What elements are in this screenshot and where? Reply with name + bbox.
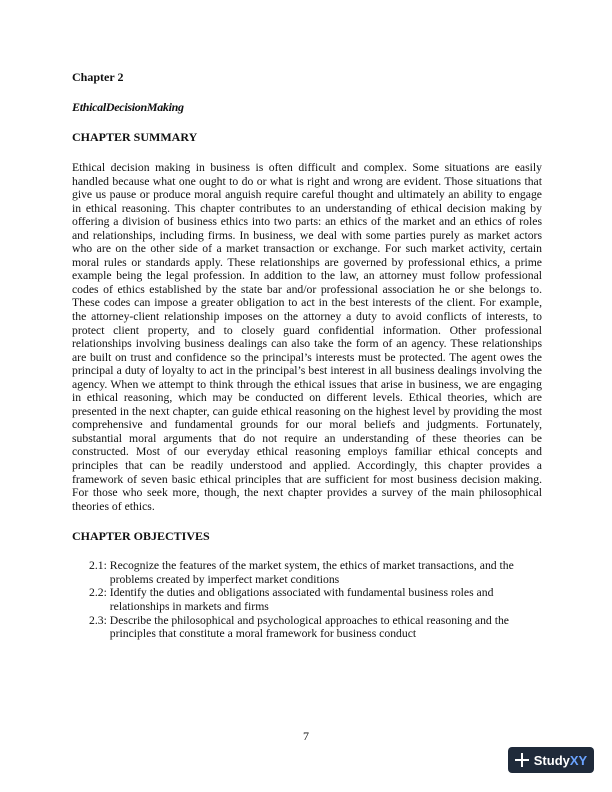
- summary-heading: CHAPTER SUMMARY: [72, 130, 198, 144]
- chapter-label: Chapter 2: [72, 70, 124, 84]
- objectives-list: [72, 559, 542, 641]
- objective-text: Recognize the features of the market system, the ethics of market transactions, and the problems created by imperfect market conditions: [109, 559, 514, 586]
- brand-accent: XY: [569, 752, 588, 768]
- objectives-heading: CHAPTER OBJECTIVES: [72, 529, 210, 544]
- objective-item: [89, 614, 542, 641]
- objective-text: Describe the philosophical and psychological approaches to ethical reasoning and the principles that constitute a moral framework for business conduct: [109, 613, 509, 641]
- chapter-title: EthicalDecisionMaking: [72, 100, 184, 114]
- objective-number: 2.3:: [89, 613, 110, 627]
- objective-item: [89, 559, 542, 586]
- brand-name: [534, 753, 587, 768]
- document-page: [72, 70, 542, 641]
- plus-icon: [515, 753, 529, 767]
- objective-item: [89, 586, 542, 613]
- objective-text: Identify the duties and obligations associated with fundamental business roles and relationships in markets and firms: [109, 586, 494, 613]
- objective-number: 2.2:: [89, 586, 110, 600]
- page-number: 7: [303, 729, 309, 743]
- objective-number: 2.1:: [89, 559, 110, 573]
- studyxy-badge[interactable]: [508, 747, 594, 773]
- brand-main: Study: [533, 752, 570, 768]
- summary-paragraph: Ethical decision making in business is often difficult and complex. Some situations are easily handled because what one ought to do or what is right and wrong are evident. Those situations that give us pause or produce moral anguish require careful thought and ultimately an ability to engage in ethical reasoning. This chapter contributes to an understanding of ethical decision making by offering a division of business ethics into two parts: an ethics of the market and an ethics of roles and relationships, including firms. In business, we deal with some parties purely as market actors who are on the other side of a market transaction or exchange. For such market activity, certain moral rules or standards apply. These relationships are governed by professional ethics, a prime example being the legal profession. In addition to the law, an attorney must follow professional codes of ethics established by the state bar and/or professional association he or she belongs to. These codes can impose a greater obligation to act in the best interests of the client. For example, the attorney-client relationship imposes on the attorney a duty to avoid conflicts of interests, to protect client property, and to closely guard confidential information. Other professional relationships involving business dealings can also take the form of an agency. These relationships are built on trust and confidence so the principal’s interests must be protected. The agent owes the principal a duty of loyalty to act in the principal’s best interest in all business dealings involving the agency. When we attempt to think through the ethical issues that arise in business, we are engaging in ethical reasoning, which may be conducted on different levels. Ethical theories, which are presented in the next chapter, can guide ethical reasoning on the highest level by providing the most comprehensive and fundamental grounds for our moral beliefs and judgments. Fortunately, substantial moral arguments that do not require an understanding of these theories can be constructed. Most of our everyday ethical reasoning employs familiar ethical concepts and principles that can be readily understood and applied. Accordingly, this chapter provides a framework of seven basic ethical principles that are sufficient for most business decision making. For those who seek more, though, the next chapter provides a survey of the main philosophical theories of ethics.: [72, 161, 542, 513]
